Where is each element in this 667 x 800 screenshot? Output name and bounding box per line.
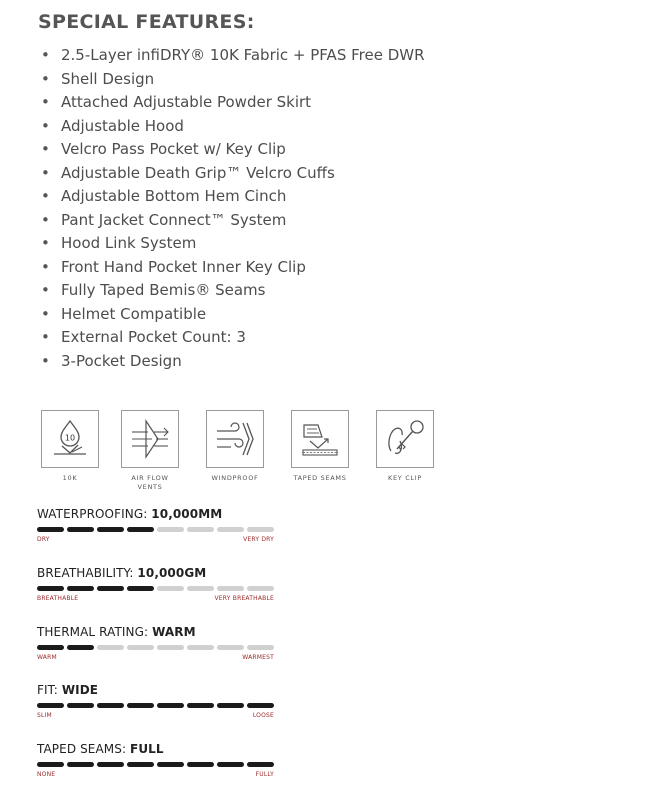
rating-segment-filled — [187, 762, 214, 767]
rating-segment-filled — [217, 762, 244, 767]
rating-segment-filled — [247, 703, 274, 708]
rating-segment-empty — [157, 645, 184, 650]
bullet-icon: • — [41, 93, 50, 111]
feature-item — [38, 232, 425, 256]
rating-segment-filled — [187, 703, 214, 708]
scale-high-label: VERY BREATHABLE — [214, 595, 274, 602]
rating-segment-empty — [217, 586, 244, 591]
rating-segment-empty — [247, 586, 274, 591]
scale-low-label: WARM — [37, 654, 57, 661]
rating-segment-filled — [37, 703, 64, 708]
rating-scale — [37, 595, 277, 604]
rating-scale — [37, 771, 277, 780]
feature-item — [38, 162, 425, 186]
rating-segment-filled — [157, 762, 184, 767]
scale-low-label: BREATHABLE — [37, 595, 79, 602]
bullet-icon: • — [41, 210, 50, 229]
rating-segment-filled — [217, 703, 244, 708]
feature-text: 2.5-Layer infiDRY® 10K Fabric + PFAS Free DWR — [61, 46, 425, 64]
feature-text: Adjustable Death Grip™ Velcro Cuffs — [61, 163, 335, 182]
rating-segment-filled — [37, 586, 64, 591]
rating-segment-filled — [127, 762, 154, 767]
rating-scale — [37, 536, 277, 545]
special-features-heading: SPECIAL FEATURES: — [38, 11, 255, 33]
rating-segment-filled — [67, 586, 94, 591]
taped-seams-icon — [291, 410, 349, 468]
rating-thermal — [37, 625, 277, 663]
rating-segment-filled — [67, 527, 94, 532]
rating-segment-filled — [157, 703, 184, 708]
feature-item — [38, 115, 425, 139]
scale-high-label: FULLY — [255, 771, 274, 778]
feature-text: 3-Pocket Design — [61, 351, 182, 370]
scale-high-label: LOOSE — [252, 712, 274, 719]
rating-segment-filled — [97, 527, 124, 532]
scale-low-label: NONE — [37, 771, 56, 778]
icon-label: 10K — [62, 474, 78, 482]
rating-segment-empty — [157, 586, 184, 591]
rating-scale — [37, 712, 277, 721]
feature-item — [38, 185, 425, 209]
feature-text: Adjustable Bottom Hem Cinch — [61, 187, 287, 205]
rating-fit — [37, 683, 277, 721]
rating-value: 10,000GM — [137, 566, 207, 580]
rating-bar — [37, 586, 277, 591]
rating-segment-filled — [97, 762, 124, 767]
icon-label: TAPED SEAMS — [293, 474, 347, 482]
waterproof-10k-icon — [41, 410, 99, 468]
rating-label: FIT: — [37, 683, 58, 697]
icon-label: AIR FLOW VENTS — [131, 474, 169, 491]
rating-taped-seams — [37, 742, 277, 780]
feature-item — [38, 279, 425, 303]
rating-segment-filled — [67, 703, 94, 708]
icon-cell-key-clip — [370, 410, 440, 483]
rating-waterproofing — [37, 507, 277, 545]
rating-segment-filled — [127, 703, 154, 708]
rating-segment-empty — [187, 586, 214, 591]
bullet-icon: • — [41, 234, 50, 252]
feature-text: Pant Jacket Connect™ System — [61, 210, 287, 229]
scale-low-label: DRY — [37, 536, 50, 543]
rating-value: FULL — [130, 742, 164, 756]
feature-text: External Pocket Count: 3 — [61, 328, 246, 346]
scale-high-label: VERY DRY — [243, 536, 274, 543]
rating-bar — [37, 645, 277, 650]
features-list — [38, 44, 425, 373]
feature-icons-row — [35, 410, 455, 495]
rating-segment-empty — [217, 645, 244, 650]
bullet-icon: • — [41, 46, 50, 64]
icon-label: WINDPROOF — [211, 474, 259, 482]
rating-segment-filled — [37, 762, 64, 767]
feature-item — [38, 350, 425, 374]
rating-scale — [37, 654, 277, 663]
rating-title — [37, 683, 277, 698]
scale-low-label: SLIM — [37, 712, 52, 719]
rating-segment-filled — [67, 645, 94, 650]
icon-cell-10k — [35, 410, 105, 483]
rating-title — [37, 625, 277, 640]
icon-cell-air-flow — [115, 410, 185, 492]
scale-high-label: WARMEST — [242, 654, 274, 661]
bullet-icon: • — [41, 328, 50, 346]
bullet-icon: • — [41, 304, 50, 323]
rating-segment-empty — [187, 527, 214, 532]
feature-text: Hood Link System — [61, 234, 197, 252]
rating-bar — [37, 703, 277, 708]
bullet-icon: • — [41, 257, 50, 276]
windproof-icon — [206, 410, 264, 468]
feature-text: Adjustable Hood — [61, 116, 184, 135]
rating-segment-filled — [127, 586, 154, 591]
feature-item — [38, 44, 425, 68]
rating-label: TAPED SEAMS: — [37, 742, 127, 756]
bullet-icon: • — [41, 69, 50, 88]
bullet-icon: • — [41, 163, 50, 182]
icon-cell-taped-seams — [285, 410, 355, 483]
feature-text: Front Hand Pocket Inner Key Clip — [61, 257, 306, 276]
rating-value: WARM — [152, 625, 196, 639]
air-flow-vents-icon — [121, 410, 179, 468]
bullet-icon: • — [41, 281, 50, 299]
rating-breathability — [37, 566, 277, 604]
rating-value: WIDE — [61, 683, 99, 697]
feature-text: Attached Adjustable Powder Skirt — [61, 93, 312, 111]
rating-segment-empty — [187, 645, 214, 650]
feature-item — [38, 138, 425, 162]
feature-text: Shell Design — [61, 69, 155, 88]
feature-item — [38, 68, 425, 92]
rating-segment-empty — [247, 527, 274, 532]
rating-title — [37, 507, 277, 522]
rating-title — [37, 566, 277, 581]
icon-label: KEY CLIP — [387, 474, 422, 482]
bullet-icon: • — [41, 140, 50, 158]
rating-title — [37, 742, 277, 757]
rating-segment-filled — [37, 645, 64, 650]
rating-label: BREATHABILITY: — [37, 566, 134, 580]
rating-value: 10,000MM — [151, 507, 223, 521]
feature-item — [38, 209, 425, 233]
feature-item — [38, 303, 425, 327]
rating-segment-filled — [247, 762, 274, 767]
rating-segment-empty — [97, 645, 124, 650]
bullet-icon: • — [41, 351, 50, 370]
rating-segment-filled — [67, 762, 94, 767]
feature-text: Helmet Compatible — [61, 304, 207, 323]
rating-segment-empty — [157, 527, 184, 532]
feature-text: Fully Taped Bemis® Seams — [61, 281, 266, 299]
rating-label: THERMAL RATING: — [37, 625, 149, 639]
key-clip-icon — [376, 410, 434, 468]
waterproof-badge-text: 10 — [64, 433, 76, 443]
rating-bar — [37, 527, 277, 532]
rating-segment-empty — [217, 527, 244, 532]
rating-segment-filled — [127, 527, 154, 532]
icon-cell-windproof — [200, 410, 270, 483]
rating-segment-filled — [97, 586, 124, 591]
bullet-icon: • — [41, 187, 50, 205]
rating-segment-filled — [37, 527, 64, 532]
rating-segment-empty — [247, 645, 274, 650]
feature-item — [38, 326, 425, 350]
feature-item — [38, 91, 425, 115]
rating-label: WATERPROOFING: — [37, 507, 148, 521]
bullet-icon: • — [41, 116, 50, 135]
rating-segment-empty — [127, 645, 154, 650]
feature-item — [38, 256, 425, 280]
rating-bar — [37, 762, 277, 767]
feature-text: Velcro Pass Pocket w/ Key Clip — [61, 140, 286, 158]
rating-segment-filled — [97, 703, 124, 708]
